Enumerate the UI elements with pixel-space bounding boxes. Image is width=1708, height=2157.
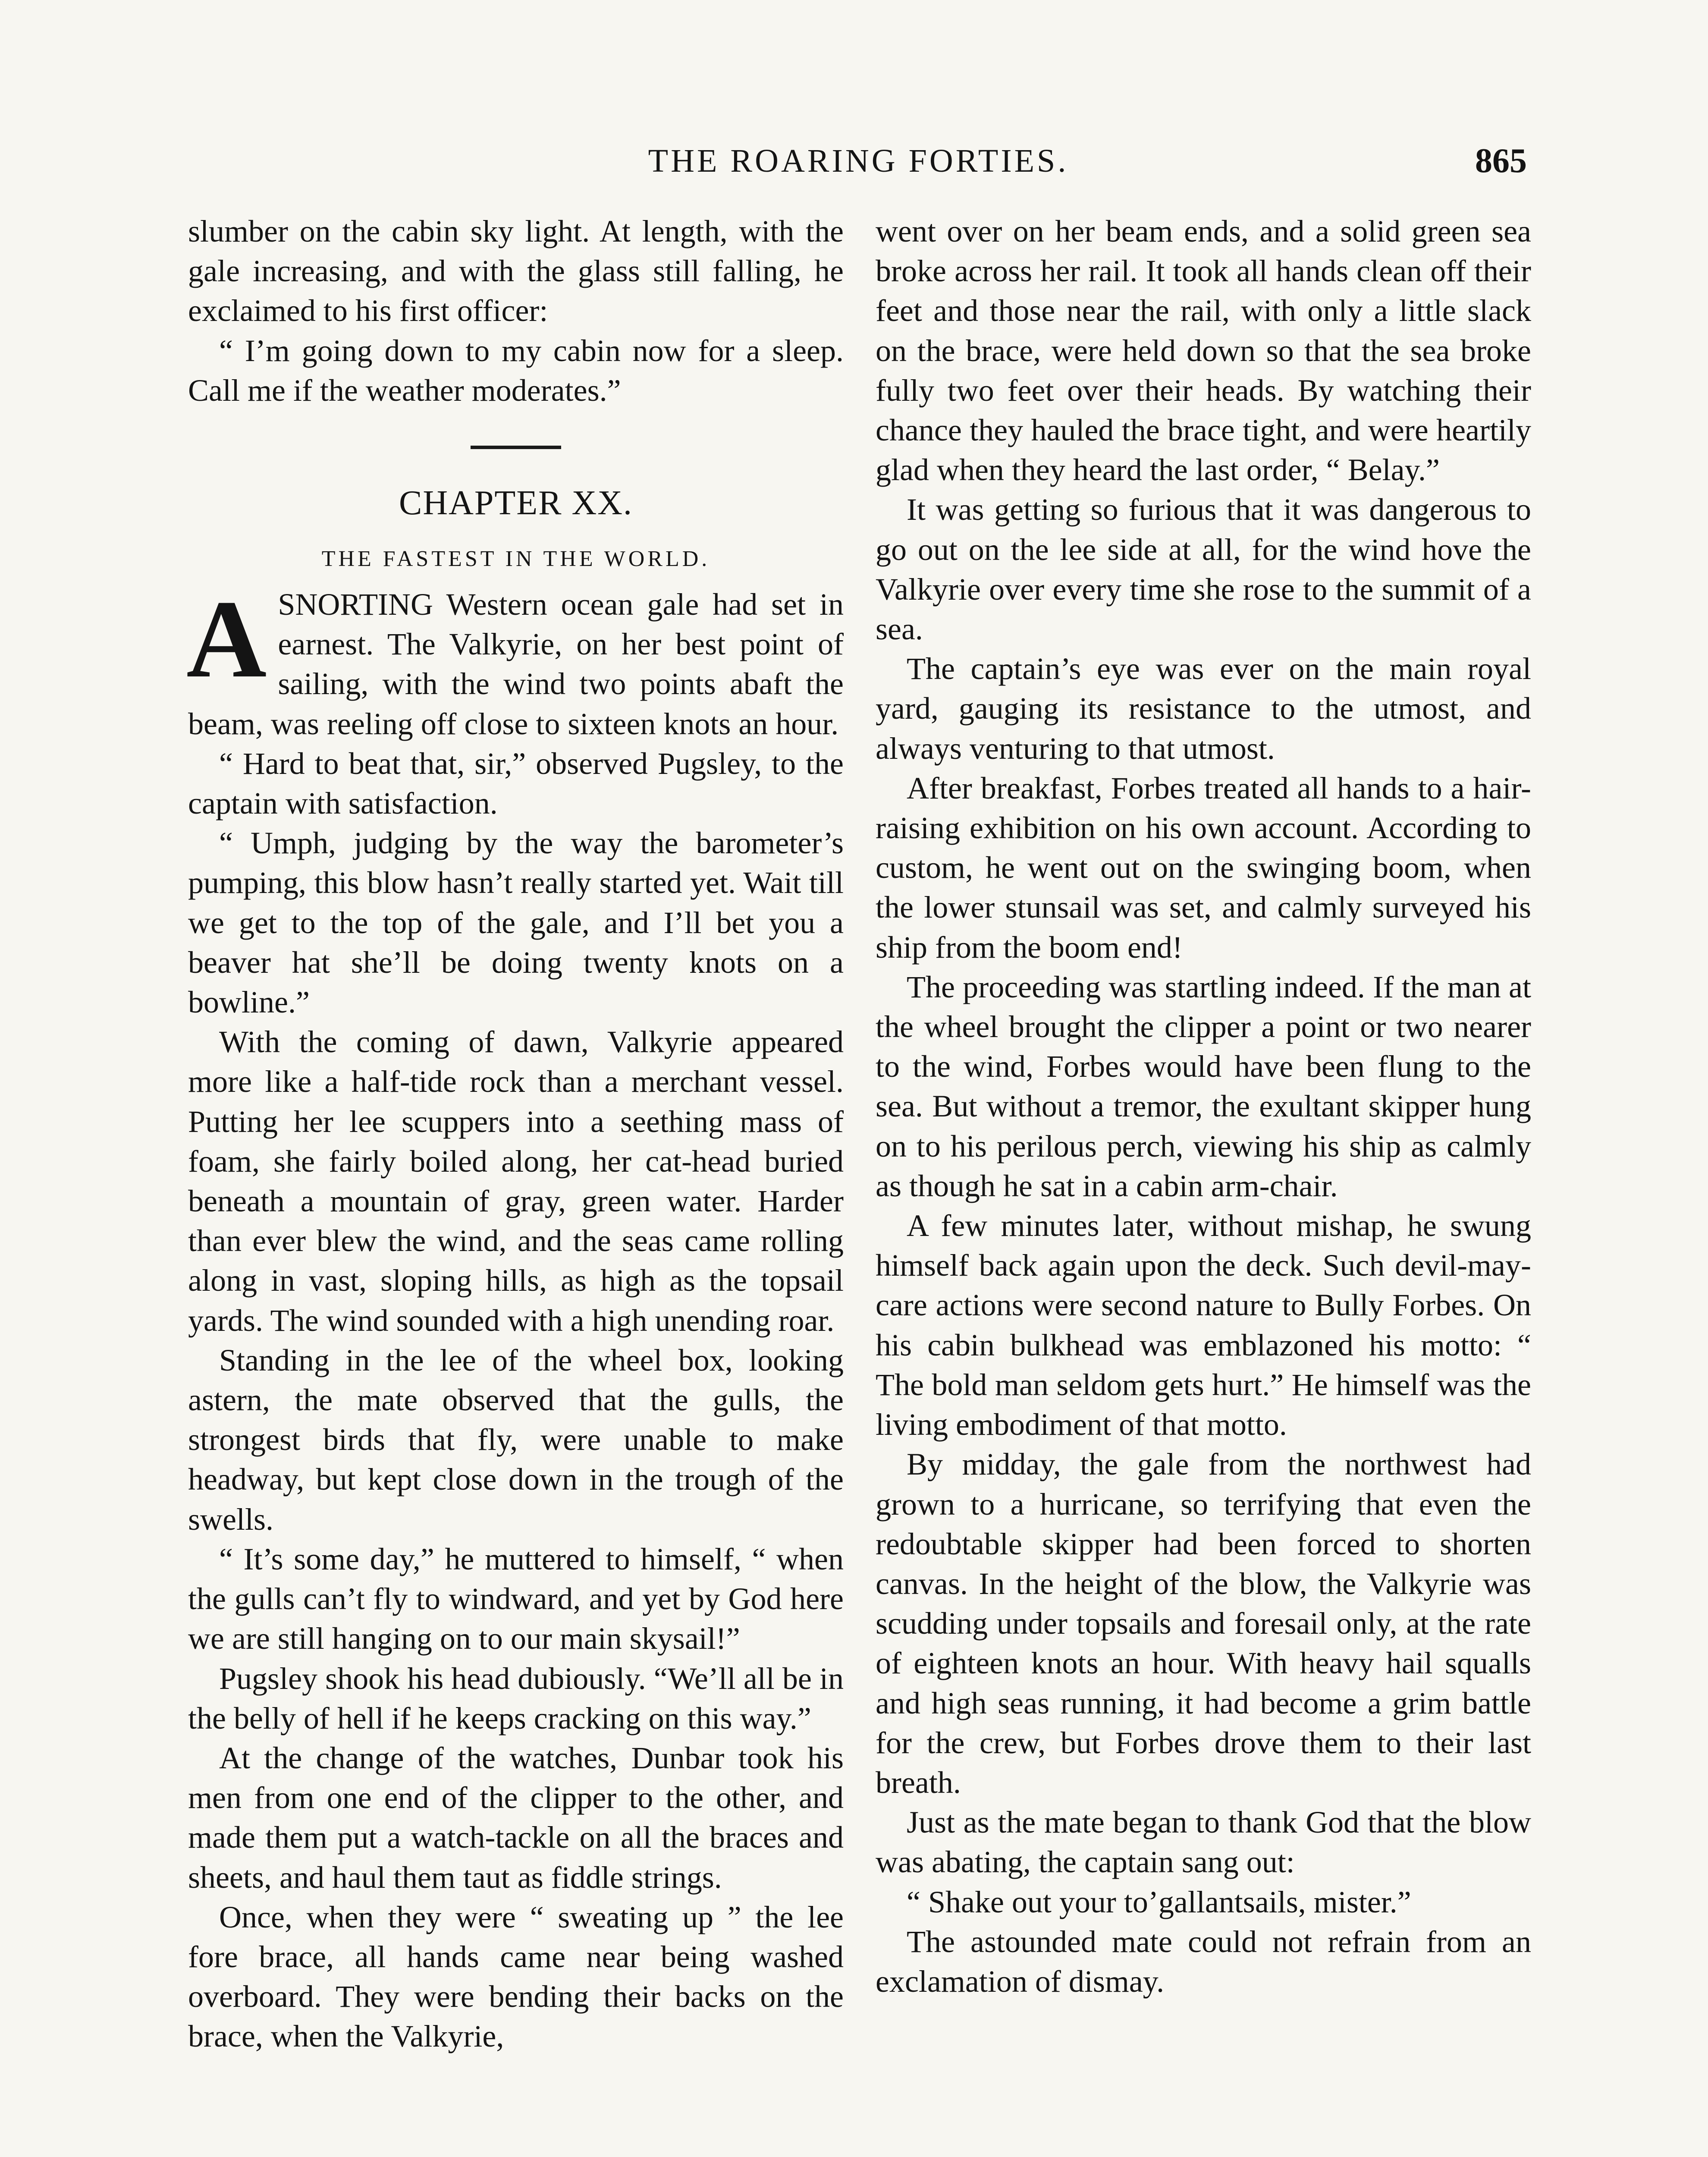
paragraph: “ I’m going down to my cabin now for a sleep. Call me if the weather moderates.” [188, 333, 844, 408]
paragraph: went over on her beam ends, and a solid green sea broke across her rail. It took all hands clean off their feet and those near the rail, with only a little slack on the brace, were held down so that the sea broke fully two feet over their heads. By watching their chance they hauled the brace tight, and were heartily glad when they heard the last order, “ Belay.” [876, 214, 1531, 487]
paragraph: The proceeding was startling indeed. If the man at the wheel brought the clipper a point or two nearer to the wind, Forbes would have been flung to the sea. But without a tremor, the exultant skipper hung on to his perilous perch, viewing his ship as calmly as though he sat in a cabin arm-chair. [876, 969, 1531, 1203]
chapter-subtitle: THE FASTEST IN THE WORLD. [321, 547, 710, 572]
running-title: THE ROARING FORTIES. [648, 143, 1069, 179]
paragraph: Standing in the lee of the wheel box, looking astern, the mate observed that the gulls, the strongest birds that fly, were unable to make headway, but kept close down in the trough of the swells. [188, 1343, 844, 1537]
paragraph: “ Hard to beat that, sir,” observed Pugsley, to the captain with satisfaction. [188, 746, 844, 821]
paragraph: With the coming of dawn, Valkyrie appeared more like a half-tide rock than a merchant vessel. Putting her lee scuppers into a seething mass of foam, she fairly boiled along, her cat-head buried beneath a mountain of gray, green water. Harder than ever blew the wind, and the seas came rolling along in vast, sloping hills, as high as the topsail yards. The wind sounded with a high unending roar. [188, 1025, 844, 1338]
paragraph: “ It’s some day,” he muttered to himself, “ when the gulls can’t fly to windward, and yet by God here we are still hanging on to our main skysail!” [188, 1541, 844, 1656]
left-column [188, 211, 844, 2056]
paragraph: The astounded mate could not refrain from an exclamation of dismay. [876, 1924, 1531, 1999]
page-number: 865 [1475, 142, 1527, 180]
running-head [190, 137, 1527, 185]
paragraph: The captain’s eye was ever on the main royal yard, gauging its resistance to the utmost, and always venturing to that utmost. [876, 651, 1531, 766]
paragraph: Once, when they were “ sweating up ” the lee fore brace, all hands came near being washed overboard. They were bending their backs on the brace, when the Valkyrie, [188, 1899, 844, 2054]
paragraph: After breakfast, Forbes treated all hands to a hair-raising exhibition on his own account. According to custom, he went out on the swinging boom, when the lower stunsail was set, and calmly surveyed his ship from the boom end! [876, 770, 1531, 965]
right-column [876, 211, 1531, 2001]
paragraph: “ Shake out your to’gallantsails, mister.” [907, 1884, 1411, 1919]
paragraph: It was getting so furious that it was dangerous to go out on the lee side at all, for the wind hove the Valkyrie over every time she rose to the summit of a sea. [876, 492, 1531, 647]
paragraph: “ Umph, judging by the way the barometer’s pumping, this blow hasn’t really started yet. Wait till we get to the top of the gale, and I’ll bet you a beaver hat she’ll be doing twenty knots on a bowline.” [188, 826, 844, 1020]
chapter-title: CHAPTER XX. [399, 484, 633, 522]
section-divider [471, 446, 561, 449]
chapter-opening-paragraph [186, 577, 844, 744]
paragraph: At the change of the watches, Dunbar took his men from one end of the clipper to the other, and made them put a watch-tackle on all the braces and sheets, and haul them taut as fiddle strings. [188, 1740, 844, 1895]
paragraph: slumber on the cabin sky light. At length, with the gale increasing, and with the glass still falling, he exclaimed to his first officer: [188, 214, 844, 328]
paragraph: Just as the mate began to thank God that the blow was abating, the captain sang out: [876, 1805, 1531, 1880]
drop-cap: A [186, 577, 267, 701]
paragraph: By midday, the gale from the northwest had grown to a hurricane, so terrifying that even the redoubtable skipper had been forced to shorten canvas. In the height of the blow, the Valkyrie was scudding under topsails and foresail only, at the rate of eighteen knots an hour. With heavy hail squalls and high seas running, it had become a grim battle for the crew, but Forbes drove them to their last breath. [876, 1447, 1531, 1800]
paragraph-text: SNORTING Western ocean gale had set in earnest. The Valkyrie, on her best point of sailing, with the wind two points abaft the beam, was reeling off close to sixteen knots an hour. [188, 587, 844, 741]
paragraph: Pugsley shook his head dubiously. “We’ll all be in the belly of hell if he keeps cracking on this way.” [188, 1661, 844, 1736]
paragraph: A few minutes later, without mishap, he swung himself back again upon the deck. Such devil-may-care actions were second nature to Bully Forbes. On his cabin bulkhead was emblazoned his motto: “ The bold man seldom gets hurt.” He himself was the living embodiment of that motto. [876, 1208, 1531, 1442]
